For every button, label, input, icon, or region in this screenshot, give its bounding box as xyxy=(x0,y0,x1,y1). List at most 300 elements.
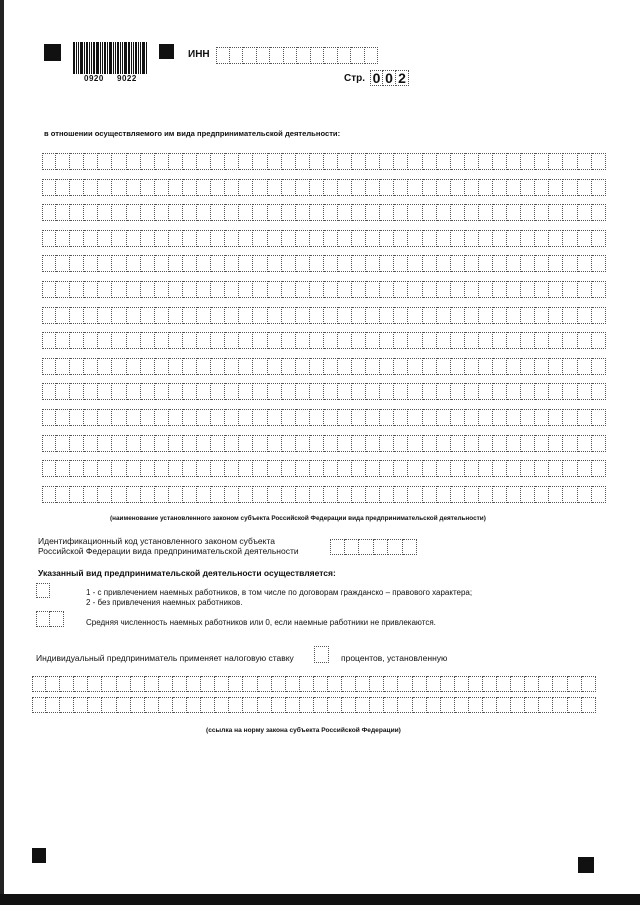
activity-name-cell[interactable] xyxy=(578,255,592,272)
activity-name-cell[interactable] xyxy=(98,153,112,170)
activity-name-cell[interactable] xyxy=(253,486,267,503)
activity-name-cell[interactable] xyxy=(211,383,225,400)
inn-cell[interactable] xyxy=(257,47,271,64)
activity-name-cell[interactable] xyxy=(366,332,380,349)
activity-name-cell[interactable] xyxy=(197,255,211,272)
activity-name-cell[interactable] xyxy=(408,486,422,503)
activity-name-cell[interactable] xyxy=(535,460,549,477)
activity-name-cell[interactable] xyxy=(169,230,183,247)
activity-name-cell[interactable] xyxy=(296,153,310,170)
activity-name-cell[interactable] xyxy=(465,179,479,196)
law-reference-cell[interactable] xyxy=(497,697,511,713)
law-reference-cell[interactable] xyxy=(441,676,455,692)
law-reference-cell[interactable] xyxy=(441,697,455,713)
activity-name-cell[interactable] xyxy=(549,358,563,375)
activity-name-cell[interactable] xyxy=(239,307,253,324)
activity-name-cell[interactable] xyxy=(437,486,451,503)
activity-name-cell[interactable] xyxy=(70,460,84,477)
activity-name-cell[interactable] xyxy=(493,230,507,247)
activity-name-cell[interactable] xyxy=(451,409,465,426)
activity-name-cell[interactable] xyxy=(338,409,352,426)
activity-name-cell[interactable] xyxy=(42,332,56,349)
activity-name-cell[interactable] xyxy=(127,204,141,221)
activity-name-cell[interactable] xyxy=(408,179,422,196)
activity-name-cell[interactable] xyxy=(169,307,183,324)
activity-name-cell[interactable] xyxy=(211,230,225,247)
activity-name-cell[interactable] xyxy=(155,358,169,375)
activity-name-cell[interactable] xyxy=(352,230,366,247)
activity-name-cell[interactable] xyxy=(56,204,70,221)
activity-name-cell[interactable] xyxy=(592,332,606,349)
law-reference-cell[interactable] xyxy=(145,697,159,713)
activity-name-cell[interactable] xyxy=(408,460,422,477)
law-reference-cell[interactable] xyxy=(215,676,229,692)
activity-name-cell[interactable] xyxy=(268,486,282,503)
activity-name-cell[interactable] xyxy=(169,255,183,272)
inn-cell[interactable] xyxy=(351,47,365,64)
activity-name-row[interactable] xyxy=(42,204,606,221)
activity-name-cell[interactable] xyxy=(225,204,239,221)
activity-name-row[interactable] xyxy=(42,409,606,426)
activity-name-cell[interactable] xyxy=(183,460,197,477)
activity-name-cell[interactable] xyxy=(42,486,56,503)
activity-name-cell[interactable] xyxy=(437,204,451,221)
activity-name-cell[interactable] xyxy=(380,179,394,196)
activity-name-cell[interactable] xyxy=(296,179,310,196)
inn-cell[interactable] xyxy=(297,47,311,64)
activity-name-cell[interactable] xyxy=(141,435,155,452)
activity-name-cell[interactable] xyxy=(112,486,126,503)
activity-name-cell[interactable] xyxy=(338,230,352,247)
activity-name-cell[interactable] xyxy=(253,255,267,272)
activity-name-cell[interactable] xyxy=(225,486,239,503)
activity-name-cell[interactable] xyxy=(437,358,451,375)
law-reference-cell[interactable] xyxy=(145,676,159,692)
activity-name-cell[interactable] xyxy=(380,435,394,452)
activity-name-cell[interactable] xyxy=(380,281,394,298)
average-workers-field[interactable] xyxy=(36,611,64,627)
activity-name-cell[interactable] xyxy=(479,179,493,196)
activity-name-cell[interactable] xyxy=(408,281,422,298)
activity-name-cell[interactable] xyxy=(380,307,394,324)
activity-name-cell[interactable] xyxy=(352,486,366,503)
activity-name-cell[interactable] xyxy=(141,486,155,503)
activity-name-cell[interactable] xyxy=(268,435,282,452)
law-reference-cell[interactable] xyxy=(511,676,525,692)
activity-name-cell[interactable] xyxy=(70,204,84,221)
identifier-code-cell[interactable] xyxy=(330,539,345,555)
activity-name-cell[interactable] xyxy=(239,179,253,196)
law-reference-cell[interactable] xyxy=(455,697,469,713)
activity-name-cell[interactable] xyxy=(423,307,437,324)
law-reference-cell[interactable] xyxy=(173,697,187,713)
activity-name-cell[interactable] xyxy=(253,435,267,452)
law-reference-cell[interactable] xyxy=(370,676,384,692)
activity-name-cell[interactable] xyxy=(127,409,141,426)
activity-name-cell[interactable] xyxy=(366,460,380,477)
law-reference-cell[interactable] xyxy=(342,676,356,692)
activity-name-cell[interactable] xyxy=(324,435,338,452)
law-reference-cell[interactable] xyxy=(74,697,88,713)
activity-name-cell[interactable] xyxy=(549,153,563,170)
law-reference-cell[interactable] xyxy=(582,697,596,713)
activity-name-cell[interactable] xyxy=(380,460,394,477)
activity-name-cell[interactable] xyxy=(296,230,310,247)
activity-name-cell[interactable] xyxy=(479,435,493,452)
activity-name-cell[interactable] xyxy=(310,307,324,324)
activity-name-cell[interactable] xyxy=(408,358,422,375)
law-reference-cell[interactable] xyxy=(356,676,370,692)
activity-name-cell[interactable] xyxy=(437,460,451,477)
activity-name-cell[interactable] xyxy=(578,179,592,196)
activity-name-cell[interactable] xyxy=(98,409,112,426)
activity-name-cell[interactable] xyxy=(70,179,84,196)
activity-name-row[interactable] xyxy=(42,383,606,400)
activity-name-cell[interactable] xyxy=(465,486,479,503)
activity-name-cell[interactable] xyxy=(493,332,507,349)
activity-name-cell[interactable] xyxy=(70,307,84,324)
activity-name-cell[interactable] xyxy=(423,486,437,503)
activity-name-cell[interactable] xyxy=(282,255,296,272)
activity-name-cell[interactable] xyxy=(451,383,465,400)
activity-name-cell[interactable] xyxy=(239,383,253,400)
activity-name-cell[interactable] xyxy=(127,179,141,196)
activity-name-row[interactable] xyxy=(42,460,606,477)
activity-name-cell[interactable] xyxy=(451,255,465,272)
activity-name-cell[interactable] xyxy=(56,255,70,272)
activity-name-cell[interactable] xyxy=(197,486,211,503)
activity-name-cell[interactable] xyxy=(155,204,169,221)
activity-name-cell[interactable] xyxy=(493,486,507,503)
activity-name-cell[interactable] xyxy=(112,358,126,375)
activity-name-cell[interactable] xyxy=(268,255,282,272)
activity-name-cell[interactable] xyxy=(169,204,183,221)
activity-name-cell[interactable] xyxy=(380,358,394,375)
law-reference-cell[interactable] xyxy=(173,676,187,692)
activity-name-cell[interactable] xyxy=(549,179,563,196)
activity-name-cell[interactable] xyxy=(211,255,225,272)
activity-name-cell[interactable] xyxy=(408,383,422,400)
activity-name-cell[interactable] xyxy=(465,307,479,324)
activity-name-cell[interactable] xyxy=(352,435,366,452)
average-workers-cell[interactable] xyxy=(50,611,64,627)
law-reference-cell[interactable] xyxy=(342,697,356,713)
activity-name-cell[interactable] xyxy=(112,307,126,324)
law-reference-cell[interactable] xyxy=(356,697,370,713)
activity-name-cell[interactable] xyxy=(112,153,126,170)
activity-name-cell[interactable] xyxy=(84,204,98,221)
activity-name-cell[interactable] xyxy=(535,179,549,196)
activity-name-cell[interactable] xyxy=(394,255,408,272)
law-reference-cell[interactable] xyxy=(272,676,286,692)
activity-name-cell[interactable] xyxy=(268,409,282,426)
activity-name-cell[interactable] xyxy=(451,230,465,247)
activity-name-cell[interactable] xyxy=(268,332,282,349)
activity-name-cell[interactable] xyxy=(338,307,352,324)
activity-name-cell[interactable] xyxy=(352,307,366,324)
activity-name-cell[interactable] xyxy=(451,332,465,349)
activity-name-cell[interactable] xyxy=(380,409,394,426)
activity-name-cell[interactable] xyxy=(352,460,366,477)
activity-name-cell[interactable] xyxy=(324,358,338,375)
activity-name-cell[interactable] xyxy=(84,435,98,452)
activity-name-cell[interactable] xyxy=(141,460,155,477)
law-reference-cell[interactable] xyxy=(483,676,497,692)
activity-name-cell[interactable] xyxy=(521,486,535,503)
activity-name-cell[interactable] xyxy=(451,486,465,503)
activity-name-cell[interactable] xyxy=(239,230,253,247)
activity-name-cell[interactable] xyxy=(84,153,98,170)
law-reference-cell[interactable] xyxy=(328,676,342,692)
activity-name-cell[interactable] xyxy=(423,435,437,452)
activity-name-cell[interactable] xyxy=(423,460,437,477)
inn-cell[interactable] xyxy=(230,47,244,64)
activity-name-cell[interactable] xyxy=(493,281,507,298)
activity-name-cell[interactable] xyxy=(127,435,141,452)
activity-name-cell[interactable] xyxy=(352,332,366,349)
activity-name-cell[interactable] xyxy=(225,358,239,375)
activity-name-row[interactable] xyxy=(42,486,606,503)
activity-name-cell[interactable] xyxy=(535,486,549,503)
activity-name-cell[interactable] xyxy=(423,358,437,375)
activity-name-cell[interactable] xyxy=(408,255,422,272)
activity-name-row[interactable] xyxy=(42,435,606,452)
activity-name-cell[interactable] xyxy=(366,358,380,375)
law-reference-cell[interactable] xyxy=(102,676,116,692)
activity-name-cell[interactable] xyxy=(366,383,380,400)
activity-name-cell[interactable] xyxy=(592,358,606,375)
activity-name-cell[interactable] xyxy=(324,332,338,349)
activity-name-cell[interactable] xyxy=(282,486,296,503)
activity-name-cell[interactable] xyxy=(493,255,507,272)
activity-name-cell[interactable] xyxy=(493,307,507,324)
activity-name-cell[interactable] xyxy=(521,358,535,375)
activity-name-cell[interactable] xyxy=(155,230,169,247)
activity-name-cell[interactable] xyxy=(324,153,338,170)
activity-name-cell[interactable] xyxy=(169,486,183,503)
activity-name-cell[interactable] xyxy=(225,307,239,324)
activity-name-cell[interactable] xyxy=(493,435,507,452)
activity-name-cell[interactable] xyxy=(423,409,437,426)
activity-name-cell[interactable] xyxy=(493,358,507,375)
activity-name-row[interactable] xyxy=(42,281,606,298)
law-reference-cell[interactable] xyxy=(201,697,215,713)
activity-name-cell[interactable] xyxy=(563,486,577,503)
activity-name-cell[interactable] xyxy=(394,383,408,400)
identifier-code-cell[interactable] xyxy=(388,539,403,555)
activity-name-cell[interactable] xyxy=(451,204,465,221)
activity-name-cell[interactable] xyxy=(507,204,521,221)
activity-name-cell[interactable] xyxy=(352,409,366,426)
identifier-code-cell[interactable] xyxy=(345,539,360,555)
activity-name-cell[interactable] xyxy=(338,486,352,503)
activity-name-cell[interactable] xyxy=(112,255,126,272)
activity-name-cell[interactable] xyxy=(437,255,451,272)
activity-name-cell[interactable] xyxy=(169,409,183,426)
activity-name-cell[interactable] xyxy=(268,460,282,477)
activity-name-cell[interactable] xyxy=(479,307,493,324)
activity-name-cell[interactable] xyxy=(563,307,577,324)
activity-name-cell[interactable] xyxy=(479,358,493,375)
activity-name-cell[interactable] xyxy=(183,153,197,170)
inn-cell[interactable] xyxy=(243,47,257,64)
activity-name-cell[interactable] xyxy=(296,383,310,400)
activity-name-cell[interactable] xyxy=(310,204,324,221)
activity-name-cell[interactable] xyxy=(268,153,282,170)
activity-name-cell[interactable] xyxy=(535,332,549,349)
activity-name-cell[interactable] xyxy=(535,281,549,298)
activity-name-cell[interactable] xyxy=(592,179,606,196)
law-reference-cell[interactable] xyxy=(328,697,342,713)
identifier-code-cell[interactable] xyxy=(374,539,389,555)
activity-name-cell[interactable] xyxy=(451,179,465,196)
activity-name-cell[interactable] xyxy=(155,281,169,298)
activity-name-cell[interactable] xyxy=(465,204,479,221)
activity-name-cell[interactable] xyxy=(423,383,437,400)
activity-name-cell[interactable] xyxy=(197,307,211,324)
activity-name-cell[interactable] xyxy=(465,383,479,400)
activity-name-cell[interactable] xyxy=(268,281,282,298)
activity-name-cell[interactable] xyxy=(352,204,366,221)
activity-name-cell[interactable] xyxy=(253,383,267,400)
activity-name-cell[interactable] xyxy=(521,179,535,196)
activity-name-cell[interactable] xyxy=(563,358,577,375)
activity-name-cell[interactable] xyxy=(183,281,197,298)
activity-name-cell[interactable] xyxy=(592,255,606,272)
activity-name-cell[interactable] xyxy=(451,281,465,298)
identifier-code-cell[interactable] xyxy=(359,539,374,555)
law-reference-cell[interactable] xyxy=(300,697,314,713)
activity-name-cell[interactable] xyxy=(253,307,267,324)
activity-name-cell[interactable] xyxy=(239,460,253,477)
activity-name-cell[interactable] xyxy=(394,281,408,298)
law-reference-cell[interactable] xyxy=(243,697,257,713)
law-reference-cell[interactable] xyxy=(582,676,596,692)
activity-name-cell[interactable] xyxy=(253,460,267,477)
activity-name-cell[interactable] xyxy=(112,409,126,426)
activity-name-cell[interactable] xyxy=(197,281,211,298)
activity-name-cell[interactable] xyxy=(155,409,169,426)
law-reference-cell[interactable] xyxy=(525,676,539,692)
activity-name-cell[interactable] xyxy=(366,179,380,196)
activity-name-cell[interactable] xyxy=(239,204,253,221)
activity-name-cell[interactable] xyxy=(42,255,56,272)
activity-name-cell[interactable] xyxy=(352,153,366,170)
activity-name-cell[interactable] xyxy=(183,409,197,426)
activity-name-cell[interactable] xyxy=(423,255,437,272)
activity-name-cell[interactable] xyxy=(352,358,366,375)
activity-name-cell[interactable] xyxy=(268,230,282,247)
activity-name-cell[interactable] xyxy=(112,204,126,221)
activity-name-cell[interactable] xyxy=(479,409,493,426)
activity-name-cell[interactable] xyxy=(197,179,211,196)
activity-name-cell[interactable] xyxy=(408,409,422,426)
activity-name-cell[interactable] xyxy=(225,409,239,426)
law-reference-cell[interactable] xyxy=(553,676,567,692)
activity-name-cell[interactable] xyxy=(211,332,225,349)
activity-name-cell[interactable] xyxy=(239,332,253,349)
activity-name-cell[interactable] xyxy=(253,179,267,196)
law-reference-cell[interactable] xyxy=(187,697,201,713)
activity-name-cell[interactable] xyxy=(549,486,563,503)
identifier-code-field[interactable] xyxy=(330,539,417,555)
inn-field[interactable] xyxy=(216,47,378,64)
activity-name-cell[interactable] xyxy=(253,332,267,349)
activity-name-cell[interactable] xyxy=(70,435,84,452)
activity-name-cell[interactable] xyxy=(98,383,112,400)
activity-name-cell[interactable] xyxy=(521,332,535,349)
activity-name-cell[interactable] xyxy=(380,486,394,503)
activity-name-cell[interactable] xyxy=(563,460,577,477)
activity-name-cell[interactable] xyxy=(563,204,577,221)
activity-name-cell[interactable] xyxy=(338,332,352,349)
activity-name-cell[interactable] xyxy=(282,153,296,170)
activity-name-cell[interactable] xyxy=(465,332,479,349)
activity-name-cell[interactable] xyxy=(183,204,197,221)
identifier-code-cell[interactable] xyxy=(403,539,418,555)
activity-name-cell[interactable] xyxy=(112,230,126,247)
activity-name-cell[interactable] xyxy=(225,435,239,452)
activity-name-row[interactable] xyxy=(42,179,606,196)
activity-name-cell[interactable] xyxy=(56,383,70,400)
activity-name-cell[interactable] xyxy=(70,281,84,298)
law-reference-cell[interactable] xyxy=(300,676,314,692)
activity-name-cell[interactable] xyxy=(282,409,296,426)
activity-name-cell[interactable] xyxy=(141,332,155,349)
law-reference-cell[interactable] xyxy=(511,697,525,713)
law-reference-cell[interactable] xyxy=(131,676,145,692)
activity-name-cell[interactable] xyxy=(324,307,338,324)
activity-name-cell[interactable] xyxy=(592,153,606,170)
activity-name-cell[interactable] xyxy=(479,383,493,400)
activity-name-cell[interactable] xyxy=(366,204,380,221)
activity-name-cell[interactable] xyxy=(507,230,521,247)
law-reference-cell[interactable] xyxy=(159,697,173,713)
law-reference-cell[interactable] xyxy=(229,697,243,713)
activity-name-cell[interactable] xyxy=(239,255,253,272)
activity-name-cell[interactable] xyxy=(549,435,563,452)
inn-cell[interactable] xyxy=(270,47,284,64)
activity-name-cell[interactable] xyxy=(578,486,592,503)
activity-name-cell[interactable] xyxy=(592,409,606,426)
activity-name-cell[interactable] xyxy=(253,153,267,170)
activity-name-cell[interactable] xyxy=(56,230,70,247)
law-reference-cell[interactable] xyxy=(398,697,412,713)
activity-name-cell[interactable] xyxy=(366,153,380,170)
activity-name-cell[interactable] xyxy=(282,332,296,349)
activity-name-cell[interactable] xyxy=(324,281,338,298)
activity-name-cell[interactable] xyxy=(366,307,380,324)
activity-name-cell[interactable] xyxy=(563,255,577,272)
activity-name-cell[interactable] xyxy=(141,153,155,170)
activity-name-cell[interactable] xyxy=(578,383,592,400)
activity-name-cell[interactable] xyxy=(296,460,310,477)
activity-name-cell[interactable] xyxy=(507,409,521,426)
law-reference-cell[interactable] xyxy=(427,697,441,713)
activity-name-cell[interactable] xyxy=(521,307,535,324)
law-reference-cell[interactable] xyxy=(32,697,46,713)
activity-name-cell[interactable] xyxy=(380,255,394,272)
activity-name-cell[interactable] xyxy=(310,460,324,477)
law-reference-cell[interactable] xyxy=(568,697,582,713)
activity-name-cell[interactable] xyxy=(578,281,592,298)
activity-name-cell[interactable] xyxy=(268,383,282,400)
activity-name-cell[interactable] xyxy=(169,179,183,196)
activity-name-cell[interactable] xyxy=(394,230,408,247)
inn-cell[interactable] xyxy=(284,47,298,64)
activity-name-cell[interactable] xyxy=(408,435,422,452)
activity-name-cell[interactable] xyxy=(338,358,352,375)
